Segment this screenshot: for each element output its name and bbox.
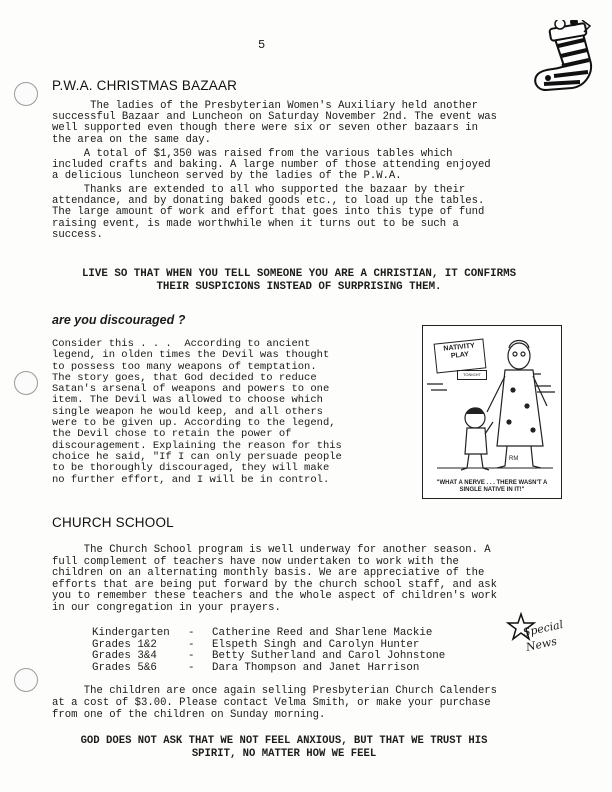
church-school-heading: CHURCH SCHOOL xyxy=(52,515,174,530)
teacher-row: Kindergarten - Catherine Reed and Sharlene Mackie xyxy=(92,627,433,639)
nativity-sign: NATIVITY PLAY xyxy=(434,338,487,373)
teacher-row: Grades 3&4 - Betty Sutherland and Carol Johnstone xyxy=(92,650,446,663)
discouraged-paragraph: Consider this . . . According to ancient legend, in olden times the Devil was thought to possess too many weapons of temptation. The story goes, that God decided to reduce Satan's arsenal of weapons and powers to one item. The Devil was allowed to choose which single weapon he would keep, and all others were to be given up. According to the legend, the Devil chose to retain the power of discouragement. Explaining the reason for this choice he said, "If I can only persuade people to be thoroughly discouraged, they will make no further effort, and I will be in control. xyxy=(52,338,342,486)
teacher-row: Grades 5&6 - Dara Thompson and Janet Harrison xyxy=(92,661,420,674)
tonight-sign: TONIGHT xyxy=(457,370,487,380)
christmas-stocking-illustration xyxy=(524,20,606,98)
teacher-row: Grades 1&2 - Elspeth Singh and Carolyn Hunter xyxy=(92,638,420,651)
discouraged-heading: are you discouraged ? xyxy=(52,313,186,327)
bazaar-heading: P.W.A. CHRISTMAS BAZAAR xyxy=(52,78,238,93)
church-school-paragraph-2: The children are once again selling Presbyterian Church Calenders at a cost of $3.00. Please contact Velma Smith, or make your purchase from one of the children on Sunday morning. xyxy=(52,685,498,721)
page-number: 5 xyxy=(258,38,266,52)
special-news-badge xyxy=(506,612,576,662)
church-school-paragraph-1: The Church School program is well underway for another season. A full complement of teachers have now undertaken to work with the children on an alternating monthly basis. We are appreciative of the efforts that are being put forward by the church school staff, and ask you to remember these teachers and the whole aspect of children's work in our congregation in your prayers. xyxy=(52,544,498,614)
christian-quote: LIVE SO THAT WHEN YOU TELL SOMEONE YOU ARE A CHRISTIAN, IT CONFIRMS THEIR SUSPICIONS INSTEAD OF SURPRISING THEM. xyxy=(81,268,517,293)
bazaar-paragraph-1: The ladies of the Presbyterian Women's Auxiliary held another successful Bazaar and Luncheon on Saturday November 2nd. The event was well supported even though there were six or seven other bazaars in the area on the same day. xyxy=(52,100,498,146)
binder-hole xyxy=(14,82,38,106)
bazaar-paragraph-2: A total of $1,350 was raised from the various tables which included crafts and baking. A large number of those attending enjoyed a delicious luncheon served by the ladies of the P.W.A. xyxy=(52,148,491,183)
teacher-schedule xyxy=(92,628,445,674)
cartoon-figures-illustration xyxy=(423,326,561,476)
bazaar-paragraph-3: Thanks are extended to all who supported the bazaar by their attendance, and by donating baked goods etc., to load up the tables. The large amount of work and effort that goes into this type of fund raising event, is made worthwhile when it turns out to be such a success. xyxy=(52,184,485,241)
nativity-cartoon xyxy=(422,325,562,499)
binder-hole xyxy=(14,371,38,395)
anxious-quote: GOD DOES NOT ASK THAT WE NOT FEEL ANXIOUS, BUT THAT WE TRUST HIS SPIRIT, NO MATTER HOW WE FEEL xyxy=(80,735,488,760)
binder-hole xyxy=(14,668,38,692)
cartoon-signature: RM xyxy=(509,456,519,462)
cartoon-caption: "WHAT A NERVE . . . THERE WASN'T A SINGLE NATIVE IN IT!" xyxy=(436,480,548,493)
special-news-text: Special News xyxy=(521,618,565,654)
